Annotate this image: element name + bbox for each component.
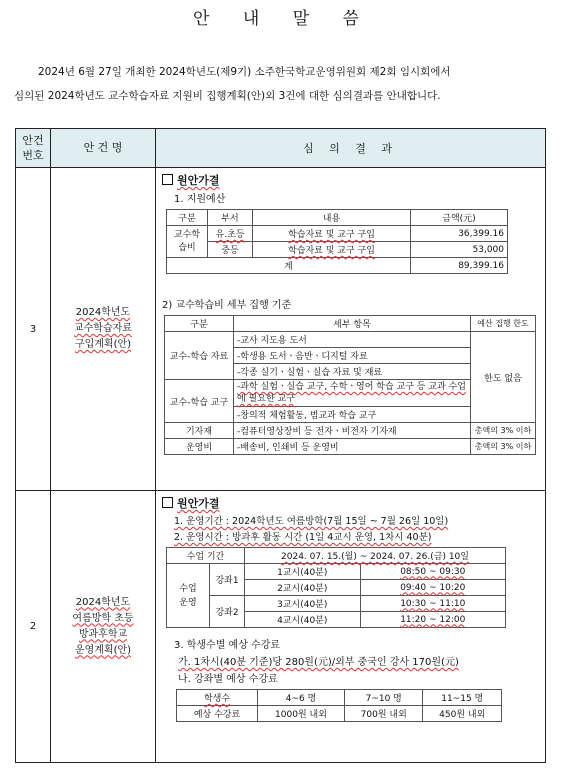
schedule-class-period: 3교시(40분) bbox=[245, 596, 361, 612]
section-criteria: 2) 교수학습비 세부 집행 기준 bbox=[162, 300, 292, 311]
row-result bbox=[156, 168, 546, 491]
criteria-table bbox=[164, 315, 536, 455]
criteria-col: 구분 bbox=[165, 316, 234, 332]
budget-col: 부서 bbox=[208, 210, 253, 226]
schedule-room: 강좌2 bbox=[210, 596, 245, 628]
intro-paragraph bbox=[14, 60, 554, 108]
budget-dept: 유.초등 bbox=[208, 226, 253, 242]
result-table bbox=[15, 128, 546, 763]
schedule-class-time: 09:40 ~ 10:20 bbox=[360, 580, 505, 596]
schedule-class-period: 4교시(40분) bbox=[245, 612, 361, 628]
line-time: 2. 운영시간 : 방과후 활동 시간 (1일 4교시 운영, 1차시 40분) bbox=[174, 532, 432, 543]
line-period: 1. 운영기간 : 2024학년도 여름방학(7월 15일 ~ 7월 26일 10일) bbox=[174, 516, 449, 527]
line-fee-title: 3. 학생수별 예상 수강료 bbox=[174, 640, 281, 651]
schedule-table bbox=[166, 547, 506, 628]
fee-col: 4~6 명 bbox=[258, 690, 345, 706]
criteria-item: -교사 지도용 도서 bbox=[234, 332, 471, 348]
fee-value: 450원 내외 bbox=[423, 706, 502, 722]
criteria-item: -배송비, 인쇄비 등 운영비 bbox=[234, 439, 471, 455]
fee-col: 7~10 명 bbox=[344, 690, 423, 706]
budget-amount: 36,399.16 bbox=[411, 226, 508, 242]
budget-amount: 53,000 bbox=[411, 242, 508, 258]
schedule-room: 강좌1 bbox=[210, 564, 245, 596]
page-title: 안 내 말 씀 bbox=[193, 9, 373, 29]
schedule-period-label: 수업 기간 bbox=[167, 548, 245, 564]
fee-col: 학생수 bbox=[177, 690, 258, 706]
budget-category: 교수학 습비 bbox=[167, 226, 208, 258]
line-fee-course: 나. 강좌별 예상 수강료 bbox=[178, 674, 278, 685]
criteria-category: 운영비 bbox=[165, 439, 234, 455]
row-name: 2024학년도 교수학습자료 구입계획(안) bbox=[51, 168, 156, 491]
schedule-op-label: 수업 운영 bbox=[167, 564, 210, 628]
criteria-category: 교수-학습 교구 bbox=[165, 380, 234, 423]
criteria-item: -과학 실험ㆍ실습 교구, 수학ㆍ영어 학습 교구 등 교과 수업에 필요한 교구 bbox=[234, 380, 471, 407]
fee-value: 1000원 내외 bbox=[258, 706, 345, 722]
criteria-col: 세부 항목 bbox=[234, 316, 471, 332]
header-no: 안건 번호 bbox=[16, 129, 51, 168]
line-fee-rate: 가. 1차시(40분 기준)당 280원(元)/외부 중국인 강사 170원(元) bbox=[178, 657, 459, 668]
budget-content: 학습자료 및 교구 구입 bbox=[253, 242, 411, 258]
row-no: 3 bbox=[16, 168, 51, 491]
criteria-item: -컴퓨터영상장비 등 전자ㆍ비전자 기자재 bbox=[234, 423, 471, 439]
criteria-category: 기자재 bbox=[165, 423, 234, 439]
result-title: 원안가결 bbox=[162, 495, 539, 511]
budget-dept: 중등 bbox=[208, 242, 253, 258]
schedule-period: 2024. 07. 15.(월) ~ 2024. 07. 26.(금) 10일 bbox=[245, 548, 506, 564]
row-result bbox=[156, 491, 546, 763]
row-name: 2024학년도 여름방학 초등 방과후학교 운영계획(안) bbox=[51, 491, 156, 763]
fee-row-label: 예상 수강료 bbox=[177, 706, 258, 722]
schedule-class-time: 11:20 ~ 12:00 bbox=[360, 612, 505, 628]
criteria-col: 예산 집행 한도 bbox=[471, 316, 536, 332]
criteria-item: -창의적 체험활동, 범교과 학습 교구 bbox=[234, 407, 471, 423]
fee-value: 700원 내외 bbox=[344, 706, 423, 722]
fee-table bbox=[176, 689, 502, 722]
schedule-class-time: 08:50 ~ 09:30 bbox=[360, 564, 505, 580]
budget-content: 학습자료 및 교구 구입 bbox=[253, 226, 411, 242]
row-no: 2 bbox=[16, 491, 51, 763]
header-name: 안 건 명 bbox=[51, 129, 156, 168]
budget-col: 내용 bbox=[253, 210, 411, 226]
result-title: 원안가결 bbox=[162, 172, 539, 188]
budget-col: 금액(元) bbox=[411, 210, 508, 226]
section-budget: 1. 지원예산 bbox=[174, 194, 226, 205]
budget-total-label: 계 bbox=[167, 258, 411, 274]
criteria-limit: 총액의 3% 이하 bbox=[471, 423, 536, 439]
intro-line-1: 2024년 6월 27일 개최한 2024학년도(제9기) 소주한국학교운영위원회 제2회 임시회에서 bbox=[38, 66, 451, 78]
schedule-class-period: 2교시(40분) bbox=[245, 580, 361, 596]
criteria-item: -학생용 도서ㆍ음반ㆍ디지털 자료 bbox=[234, 348, 471, 364]
budget-table bbox=[166, 209, 508, 274]
criteria-category: 교수-학습 자료 bbox=[165, 332, 234, 380]
fee-col: 11~15 명 bbox=[423, 690, 502, 706]
criteria-limit: 총액의 3% 이하 bbox=[471, 439, 536, 455]
intro-line-2: 심의된 2024학년도 교수학습자료 지원비 집행계획(안)외 3건에 대한 심의결과를 안내합니다. bbox=[14, 90, 441, 102]
schedule-class-period: 1교시(40분) bbox=[245, 564, 361, 580]
checkbox-icon bbox=[162, 174, 173, 185]
budget-col: 구분 bbox=[167, 210, 208, 226]
budget-total: 89,399.16 bbox=[411, 258, 508, 274]
criteria-item: -각종 실기ㆍ실험ㆍ실습 자료 및 재료 bbox=[234, 364, 471, 380]
criteria-limit: 한도 없음 bbox=[471, 332, 536, 423]
schedule-class-time: 10:30 ~ 11:10 bbox=[360, 596, 505, 612]
header-result: 심 의 결 과 bbox=[156, 129, 546, 168]
checkbox-icon bbox=[162, 497, 173, 508]
